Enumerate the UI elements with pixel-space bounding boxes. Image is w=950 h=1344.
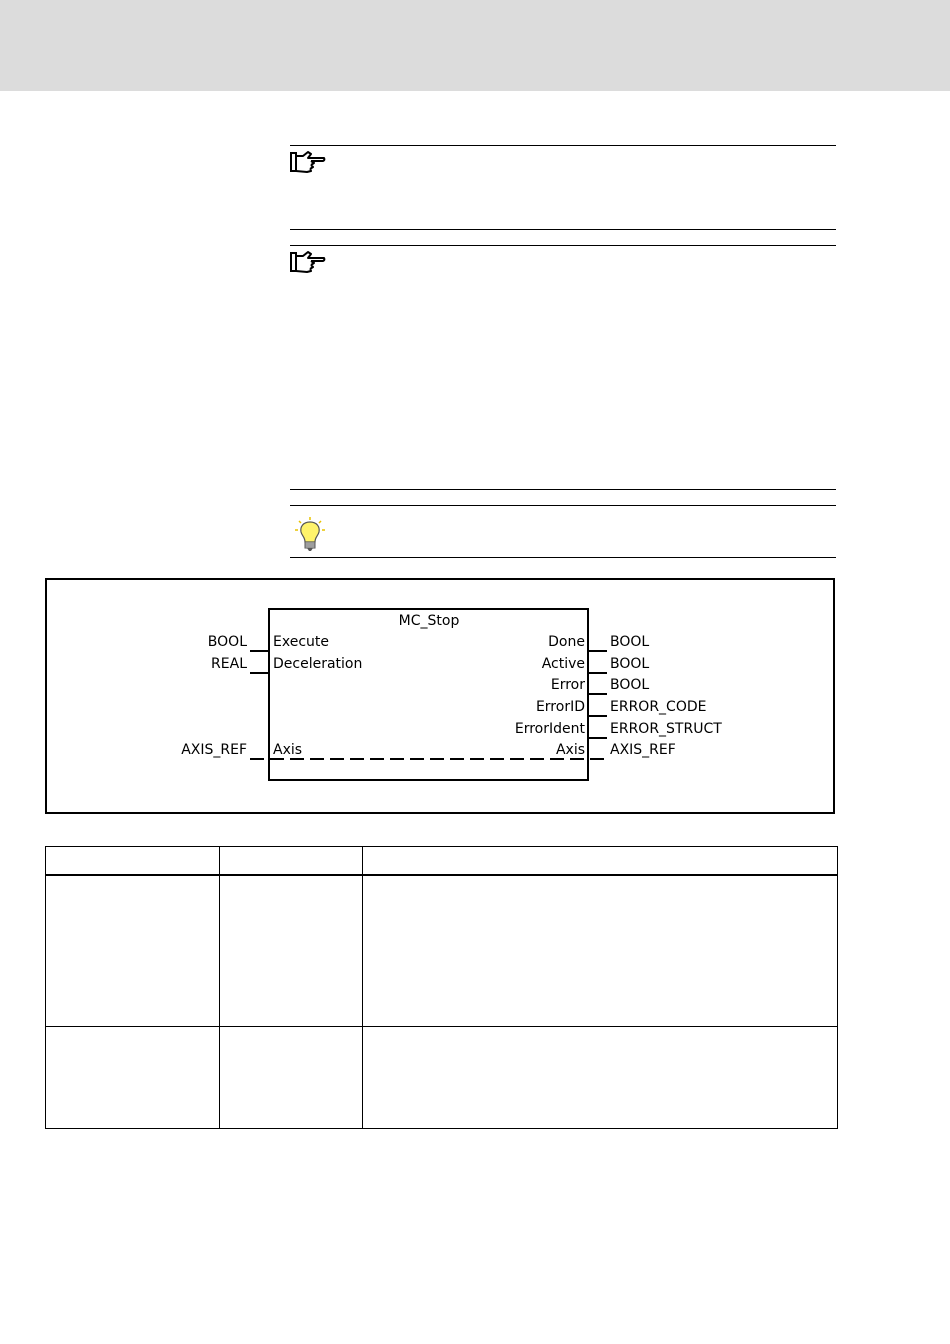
table-row (46, 1026, 838, 1128)
input-type: BOOL (207, 634, 247, 650)
inout-pin: Axis (555, 742, 585, 758)
table-cell (363, 1026, 838, 1128)
output-pin: Active (541, 656, 585, 672)
table-header-row (46, 847, 838, 875)
inout-pin: Axis (273, 742, 303, 758)
output-type: BOOL (610, 656, 650, 672)
input-pin: Deceleration (273, 656, 363, 672)
inout-type: AXIS_REF (610, 742, 676, 758)
output-pin: Error (550, 677, 585, 693)
table-row (46, 875, 838, 1027)
table-cell (220, 875, 363, 1027)
parameter-table (45, 846, 838, 1129)
table-cell (46, 1026, 220, 1128)
output-pin: ErrorID (535, 699, 585, 715)
output-pin: Done (548, 634, 585, 650)
inout-type: AXIS_REF (181, 742, 247, 758)
table-cell (220, 1026, 363, 1128)
output-type: BOOL (610, 677, 650, 693)
table-header-cell (363, 847, 838, 875)
output-type: BOOL (610, 634, 650, 650)
input-type: REAL (211, 656, 247, 672)
table-cell (46, 875, 220, 1027)
output-type: ERROR_CODE (610, 699, 707, 715)
table-cell (363, 875, 838, 1027)
input-pin: Execute (273, 634, 329, 650)
output-type: ERROR_STRUCT (610, 721, 722, 737)
table-header-cell (46, 847, 220, 875)
block-name: MC_Stop (398, 613, 460, 629)
output-pin: ErrorIdent (514, 721, 585, 737)
table-header-cell (220, 847, 363, 875)
